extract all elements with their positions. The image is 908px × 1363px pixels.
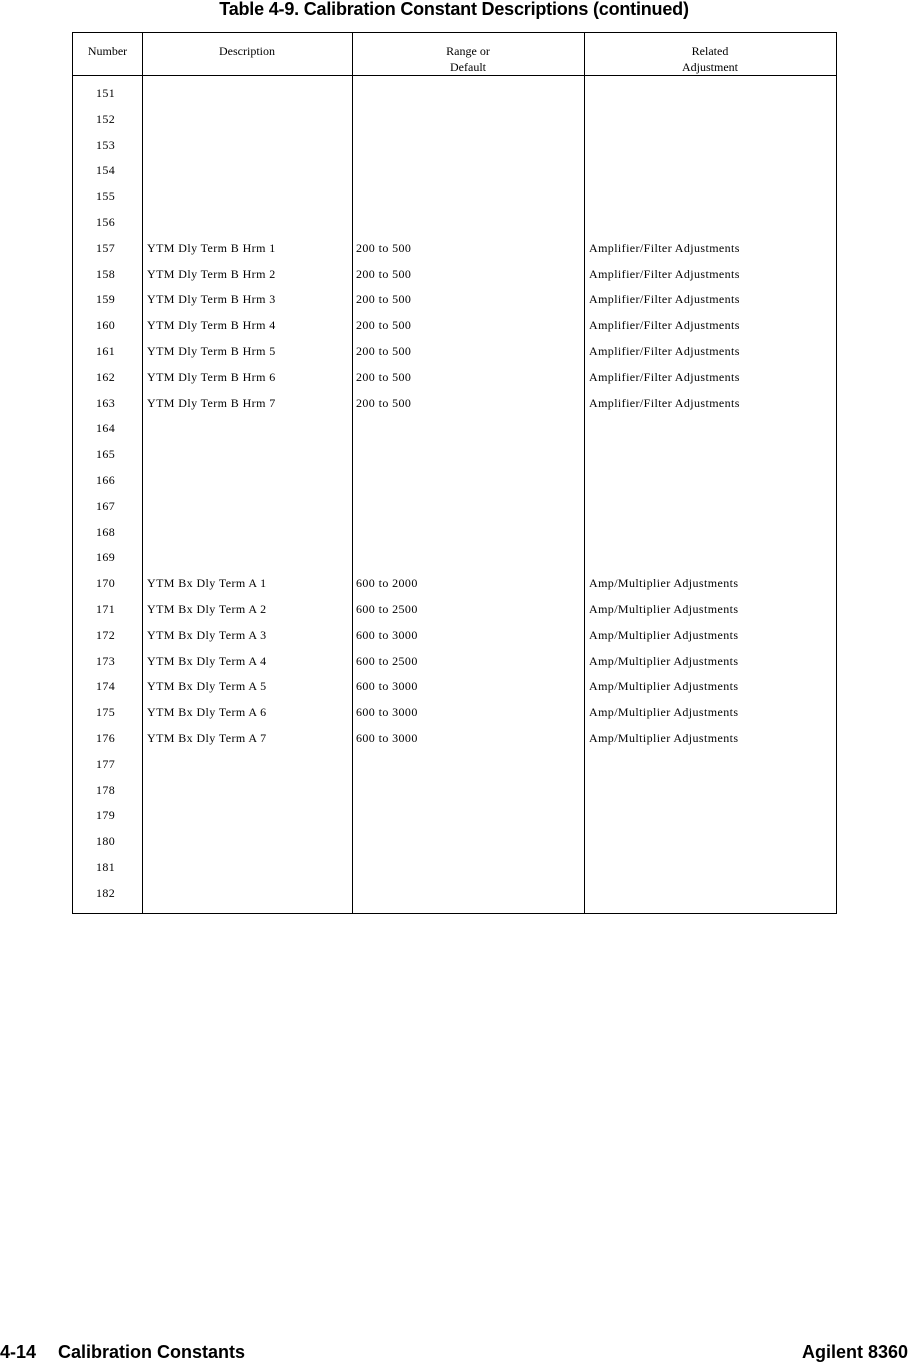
row-number: 176 [96,731,116,745]
table-row [73,705,836,731]
row-number: 164 [96,421,116,436]
row-adjustment: Amp/Multiplier Adjustments [589,705,739,720]
row-description: YTM Bx Dly Term A 2 [147,602,267,616]
row-number: 172 [96,627,116,642]
row-range: 200 to 500 [356,369,412,384]
row-description: YTM Dly Term B Hrm 5 [147,344,276,358]
row-number: 175 [96,705,116,720]
header-range: Range or Default [446,44,490,74]
section-name: Calibration Constants [58,1342,246,1362]
page-number: 4-14 [0,1342,37,1362]
row-range: 200 to 500 [356,292,412,307]
row-number: 157 [96,240,116,255]
row-number: 154 [96,163,116,178]
row-number: 167 [96,498,116,513]
row-description: YTM Dly Term B Hrm 1 [147,240,276,255]
row-number: 170 [96,576,116,591]
row-adjustment: Amp/Multiplier Adjustments [589,653,739,668]
row-range: 200 to 500 [356,395,412,410]
row-adjustment: Amplifier/Filter Adjustments [589,344,740,358]
table-row [73,783,836,809]
row-number: 158 [96,266,116,281]
row-number: 180 [96,834,116,849]
table-row [73,679,836,705]
row-number: 181 [96,860,116,874]
row-number: 177 [96,756,116,771]
row-number: 152 [96,111,116,126]
row-adjustment: Amplifier/Filter Adjustments [589,369,740,384]
table-row [73,731,836,757]
row-number: 173 [96,653,116,668]
row-number: 160 [96,318,116,333]
table-row [73,757,836,783]
row-description: YTM Bx Dly Term A 7 [147,731,267,745]
row-range: 600 to 3000 [356,705,418,720]
row-number: 178 [96,782,116,797]
row-range: 600 to 2500 [356,602,418,616]
row-adjustment: Amplifier/Filter Adjustments [589,266,740,281]
row-number: 169 [96,550,116,565]
table-row [73,499,836,525]
table-row [73,86,836,112]
row-range: 600 to 3000 [356,679,418,694]
row-adjustment: Amp/Multiplier Adjustments [589,602,739,616]
calibration-table [72,32,837,914]
row-number: 163 [96,395,116,410]
row-adjustment: Amp/Multiplier Adjustments [589,679,739,694]
row-description: YTM Bx Dly Term A 5 [147,679,267,694]
table-row [73,241,836,267]
row-range: 600 to 2000 [356,576,418,591]
header-number: Number [87,44,128,58]
table-row [73,860,836,886]
row-number: 171 [96,602,116,616]
table-row [73,473,836,499]
table-title: Table 4-9. Calibration Constant Descriptions (continued) [219,0,689,19]
row-adjustment: Amp/Multiplier Adjustments [589,627,739,642]
table-row [73,654,836,680]
row-description: YTM Bx Dly Term A 4 [147,653,267,668]
row-number: 153 [96,137,116,152]
row-description: YTM Dly Term B Hrm 2 [147,266,276,281]
row-description: YTM Bx Dly Term A 6 [147,705,267,720]
row-number: 182 [96,885,116,900]
table-row [73,628,836,654]
row-adjustment: Amplifier/Filter Adjustments [589,240,740,255]
row-range: 200 to 500 [356,318,412,333]
row-number: 161 [96,344,116,358]
table-row [73,370,836,396]
page-footer-left [0,1341,245,1363]
table-row [73,886,836,912]
row-range: 600 to 3000 [356,627,418,642]
row-adjustment: Amplifier/Filter Adjustments [589,395,740,410]
table-row [73,396,836,422]
table-row [73,834,836,860]
row-range: 600 to 3000 [356,731,418,745]
row-adjustment: Amp/Multiplier Adjustments [589,576,739,591]
table-row [73,550,836,576]
table-row [73,163,836,189]
row-description: YTM Dly Term B Hrm 6 [147,369,276,384]
row-number: 159 [96,292,116,307]
row-adjustment: Amplifier/Filter Adjustments [589,318,740,333]
header-description: Description [219,44,275,58]
table-row [73,215,836,241]
row-description: YTM Dly Term B Hrm 7 [147,395,276,410]
row-number: 174 [96,679,116,694]
table-row [73,267,836,293]
table-row [73,576,836,602]
table-row [73,318,836,344]
table-row [73,525,836,551]
row-number: 151 [96,86,116,100]
row-description: YTM Bx Dly Term A 3 [147,627,267,642]
table-row [73,447,836,473]
header-divider [73,75,836,76]
table-row [73,138,836,164]
table-row [73,602,836,628]
table-row [73,292,836,318]
header-adjustment: Related Adjustment [682,44,738,74]
table-row [73,808,836,834]
product-name: Agilent 8360 [801,1342,908,1362]
row-number: 179 [96,808,116,823]
row-description: YTM Dly Term B Hrm 4 [147,318,276,333]
row-number: 156 [96,215,116,229]
row-range: 200 to 500 [356,240,412,255]
table-row [73,421,836,447]
row-number: 165 [96,447,116,462]
row-number: 166 [96,473,116,487]
table-row [73,189,836,215]
row-number: 155 [96,189,116,204]
row-adjustment: Amp/Multiplier Adjustments [589,731,739,745]
row-range: 200 to 500 [356,266,412,281]
row-description: YTM Dly Term B Hrm 3 [147,292,276,307]
row-description: YTM Bx Dly Term A 1 [147,576,267,591]
row-range: 600 to 2500 [356,653,418,668]
table-row [73,112,836,138]
row-range: 200 to 500 [356,344,412,358]
row-number: 162 [96,369,116,384]
row-adjustment: Amplifier/Filter Adjustments [589,292,740,307]
row-number: 168 [96,524,116,539]
table-row [73,344,836,370]
